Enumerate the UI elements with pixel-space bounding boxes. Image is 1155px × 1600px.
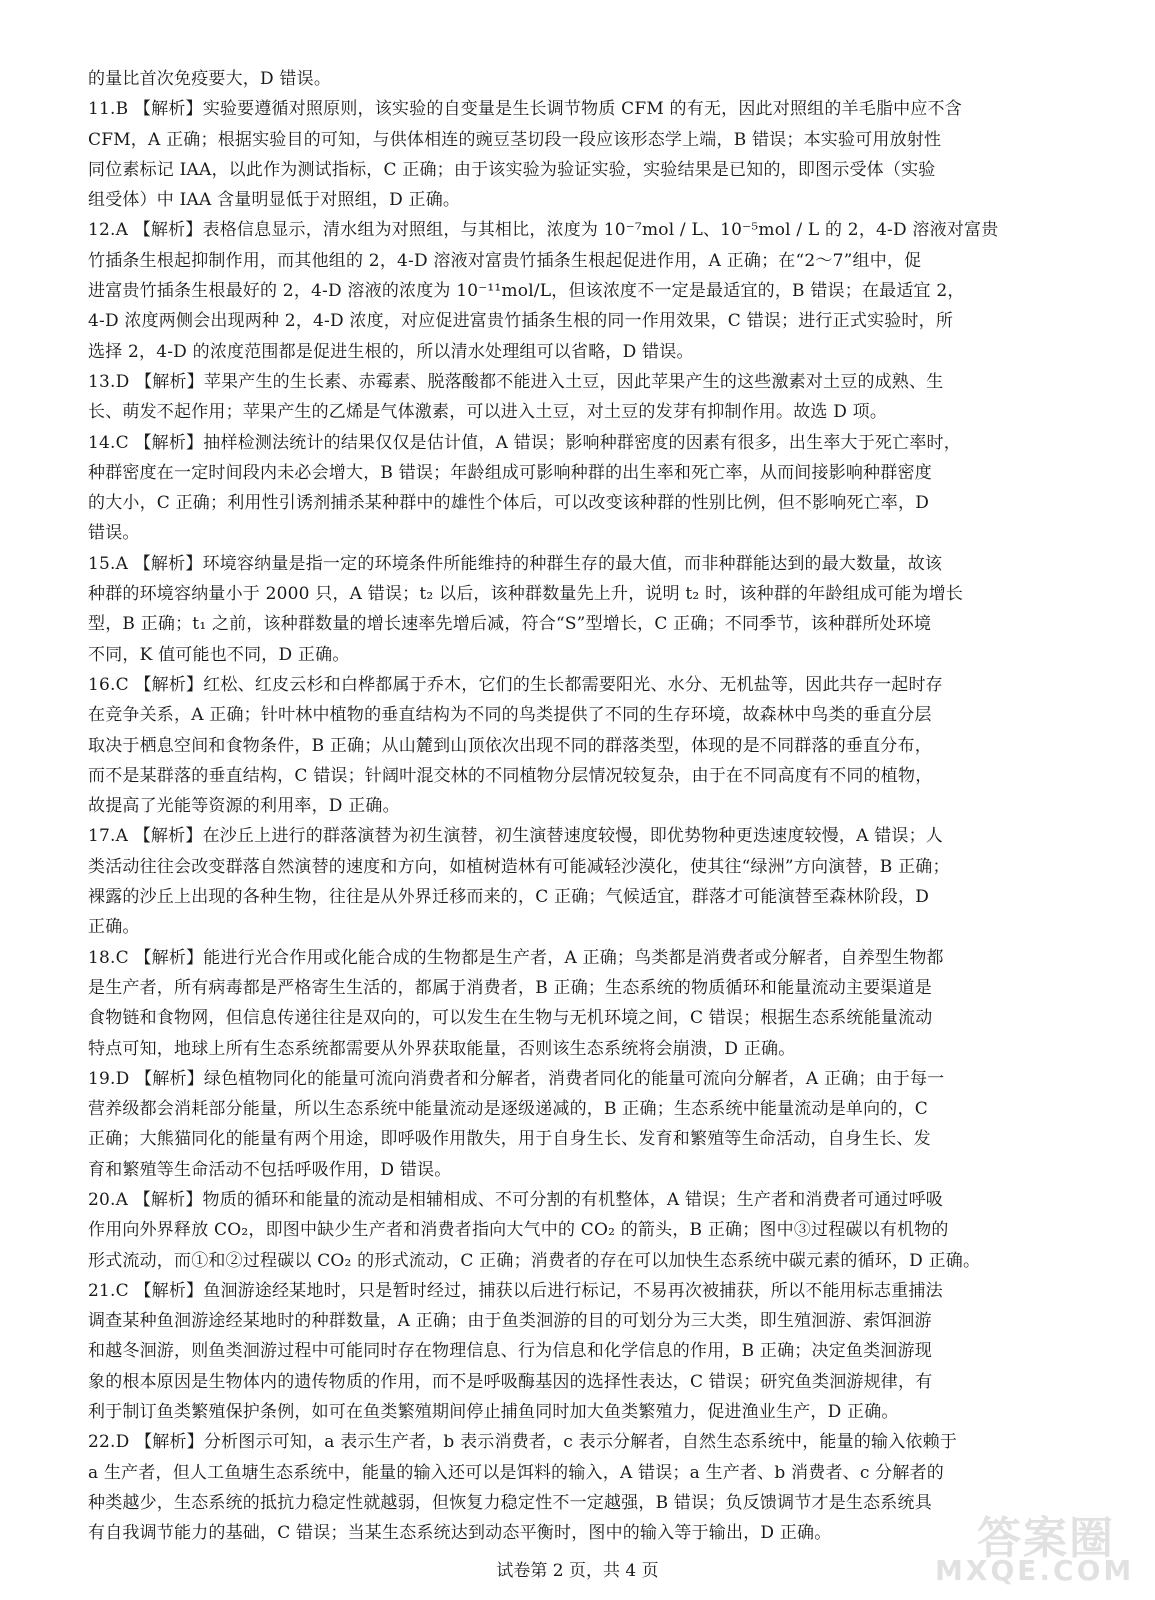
text-line: 19.D 【解析】绿色植物同化的能量可流向消费者和分解者，消费者同化的能量可流向分解者，A 正确；由于每一	[88, 1068, 945, 1089]
text-line: 故提高了光能等资源的利用率，D 正确。	[88, 796, 400, 817]
text-line: 食物链和食物网，但信息传递往往是双向的，可以发生在生物与无机环境之间，C 错误；根据生态系统能量流动	[88, 1008, 933, 1029]
text-line: 育和繁殖等生命活动不包括呼吸作用，D 错误。	[88, 1159, 452, 1180]
text-line: 正确。	[88, 917, 140, 938]
text-line: 16.C 【解析】红松、红皮云杉和白桦都属于乔木，它们的生长都需要阳光、水分、无机盐等，因此共存一起时存	[88, 674, 943, 695]
text-line: 调查某种鱼洄游途经某地时的种群数量，A 正确；由于鱼类洄游的目的可划分为三大类，即生殖洄游、索饵洄游	[88, 1311, 932, 1332]
text-line: 取决于栖息空间和食物条件，B 正确；从山麓到山顶依次出现不同的群落类型，体现的是不同群落的垂直分布，	[88, 735, 932, 756]
text-line: 的大小，C 正确；利用性引诱剂捕杀某种群中的雄性个体后，可以改变该种群的性别比例，但不影响死亡率，D	[88, 493, 930, 514]
watermark-text-bottom: MXQE.COM	[935, 1554, 1135, 1587]
text-line: 种群的环境容纳量小于 2000 只，A 错误；t₂ 以后，该种群数量先上升，说明 t₂ 时，该种群的年龄组成可能为增长	[88, 584, 964, 605]
page-footer: 试卷第 2 页，共 4 页	[496, 1561, 659, 1581]
answer-explanations	[88, 64, 1068, 1549]
text-line: 象的根本原因是生物体内的遗传物质的作用，而不是呼吸酶基因的选择性表达，C 错误；研究鱼类洄游规律，有	[88, 1371, 933, 1392]
text-line: 进富贵竹插条生根最好的 2，4-D 溶液的浓度为 10⁻¹¹mol/L，但该浓度不一定是最适宜的，B 错误；在最适宜 2，	[88, 281, 965, 302]
text-line: 利于制订鱼类繁殖保护条例，如可在鱼类繁殖期间停止捕鱼同时加大鱼类繁殖力，促进渔业生产，D 正确。	[88, 1402, 899, 1423]
text-line: 裸露的沙丘上出现的各种生物，往往是从外界迁移而来的，C 正确；气候适宜，群落才可能演替至森林阶段，D	[88, 887, 930, 908]
text-line: 不同，K 值可能也不同，D 正确。	[88, 644, 350, 665]
watermark-text-top: 答案圈	[977, 1513, 1115, 1564]
text-line: 有自我调节能力的基础，C 错误；当某生态系统达到动态平衡时，图中的输入等于输出，D 正确。	[88, 1523, 832, 1544]
text-line: 在竞争关系，A 正确；针叶林中植物的垂直结构为不同的鸟类提供了不同的生存环境，故森林中鸟类的垂直分层	[88, 705, 932, 726]
text-line: CFM，A 正确；根据实验目的可知，与供体相连的豌豆茎切段一段应该形态学上端，B 错误；本实验可用放射性	[88, 129, 942, 150]
text-line: 竹插条生根起抑制作用，而其他组的 2，4-D 溶液对富贵竹插条生根起促进作用，A 正确；在“2～7”组中，促	[88, 250, 922, 271]
text-line: 长、萌发不起作用；苹果产生的乙烯是气体激素，可以进入土豆，对土豆的发芽有抑制作用。故选 D 项。	[88, 402, 888, 423]
text-line: 而不是某群落的垂直结构，C 错误；针阔叶混交林的不同植物分层情况较复杂，由于在不同高度有不同的植物，	[88, 765, 933, 786]
text-line: 种类越少，生态系统的抵抗力稳定性就越弱，但恢复力稳定性不一定越强，B 错误；负反馈调节才是生态系统具	[88, 1492, 932, 1513]
text-line: 选择 2，4-D 的浓度范围都是促进生根的，所以清水处理组可以省略，D 错误。	[88, 341, 694, 362]
text-line: 和越冬洄游，则鱼类洄游过程中可能同时存在物理信息、行为信息和化学信息的作用，B 正确；决定鱼类洄游现	[88, 1341, 932, 1362]
text-line: 的量比首次免疫要大，D 错误。	[88, 69, 332, 89]
text-line: 12.A 【解析】表格信息显示，清水组为对照组，与其相比，浓度为 10⁻⁷mol / L、10⁻⁵mol / L 的 2，4-D 溶液对富贵	[88, 220, 999, 241]
text-line: 11.B 【解析】实验要遵循对照原则，该实验的自变量是生长调节物质 CFM 的有无，因此对照组的羊毛脂中应不含	[88, 99, 962, 120]
text-line: 18.C 【解析】能进行光合作用或化能合成的生物都是生产者，A 正确；鸟类都是消费者或分解者，自养型生物都	[88, 947, 944, 968]
text-line: a 生产者，但人工鱼塘生态系统中，能量的输入还可以是饵料的输入，A 错误；a 生产者、b 消费者、c 分解者的	[88, 1462, 944, 1483]
text-line: 是生产者，所有病毒都是严格寄生生活的，都属于消费者，B 正确；生态系统的物质循环和能量流动主要渠道是	[88, 977, 932, 998]
text-line: 17.A 【解析】在沙丘上进行的群落演替为初生演替，初生演替速度较慢，即优势物种更迭速度较慢，A 错误；人	[88, 826, 943, 847]
text-line: 特点可知，地球上所有生态系统都需要从外界获取能量，否则该生态系统将会崩溃，D 正确。	[88, 1038, 796, 1059]
text-line: 种群密度在一定时间段内未必会增大，B 错误；年龄组成可影响种群的出生率和死亡率，从而间接影响种群密度	[88, 462, 932, 483]
text-line: 20.A 【解析】物质的循环和能量的流动是相辅相成、不可分割的有机整体，A 错误；生产者和消费者可通过呼吸	[88, 1189, 943, 1210]
text-line: 错误。	[88, 523, 140, 544]
text-line: 15.A 【解析】环境容纳量是指一定的环境条件所能维持的种群生存的最大值，而非种群能达到的最大数量，故该	[88, 553, 943, 574]
text-line: 类活动往往会改变群落自然演替的速度和方向，如植树造林有可能减轻沙漠化，使其往“绿洲”方向演替，B 正确；	[88, 856, 950, 877]
text-line: 形式流动，而①和②过程碳以 CO₂ 的形式流动，C 正确；消费者的存在可以加快生态系统中碳元素的循环，D 正确。	[88, 1250, 981, 1271]
text-line: 同位素标记 IAA，以此作为测试指标，C 正确；由于该实验为验证实验，实验结果是已知的，即图示受体（实验	[88, 159, 936, 180]
text-line: 22.D 【解析】分析图示可知，a 表示生产者，b 表示消费者，c 表示分解者，自然生态系统中，能量的输入依赖于	[88, 1432, 958, 1453]
text-line: 13.D 【解析】苹果产生的生长素、赤霉素、脱落酸都不能进入土豆，因此苹果产生的这些激素对土豆的成熟、生	[88, 371, 944, 392]
text-line: 营养级都会消耗部分能量，所以生态系统中能量流动是逐级递减的，B 正确；生态系统中能量流动是单向的，C	[88, 1099, 928, 1120]
text-line: 14.C 【解析】抽样检测法统计的结果仅仅是估计值，A 错误；影响种群密度的因素有很多，出生率大于死亡率时，	[88, 432, 961, 453]
text-line: 4-D 浓度两侧会出现两种 2，4-D 浓度，对应促进富贵竹插条生根的同一作用效果，C 错误；进行正式实验时，所	[88, 311, 954, 332]
text-line: 正确；大熊猫同化的能量有两个用途，即呼吸作用散失，用于自身生长、发育和繁殖等生命活动，自身生长、发	[88, 1129, 931, 1150]
text-line: 组受体）中 IAA 含量明显低于对照组，D 正确。	[88, 190, 461, 211]
text-line: 型，B 正确；t₁ 之前，该种群数量的增长速率先增后减，符合“S”型增长，C 正确；不同季节，该种群所处环境	[88, 614, 932, 635]
watermark-logo	[935, 1502, 1135, 1592]
text-line: 作用向外界释放 CO₂，即图中缺少生产者和消费者指向大气中的 CO₂ 的箭头，B 正确；图中③过程碳以有机物的	[88, 1220, 949, 1241]
text-line: 21.C 【解析】鱼洄游途经某地时，只是暂时经过，捕获以后进行标记，不易再次被捕获，所以不能用标志重捕法	[88, 1280, 943, 1301]
